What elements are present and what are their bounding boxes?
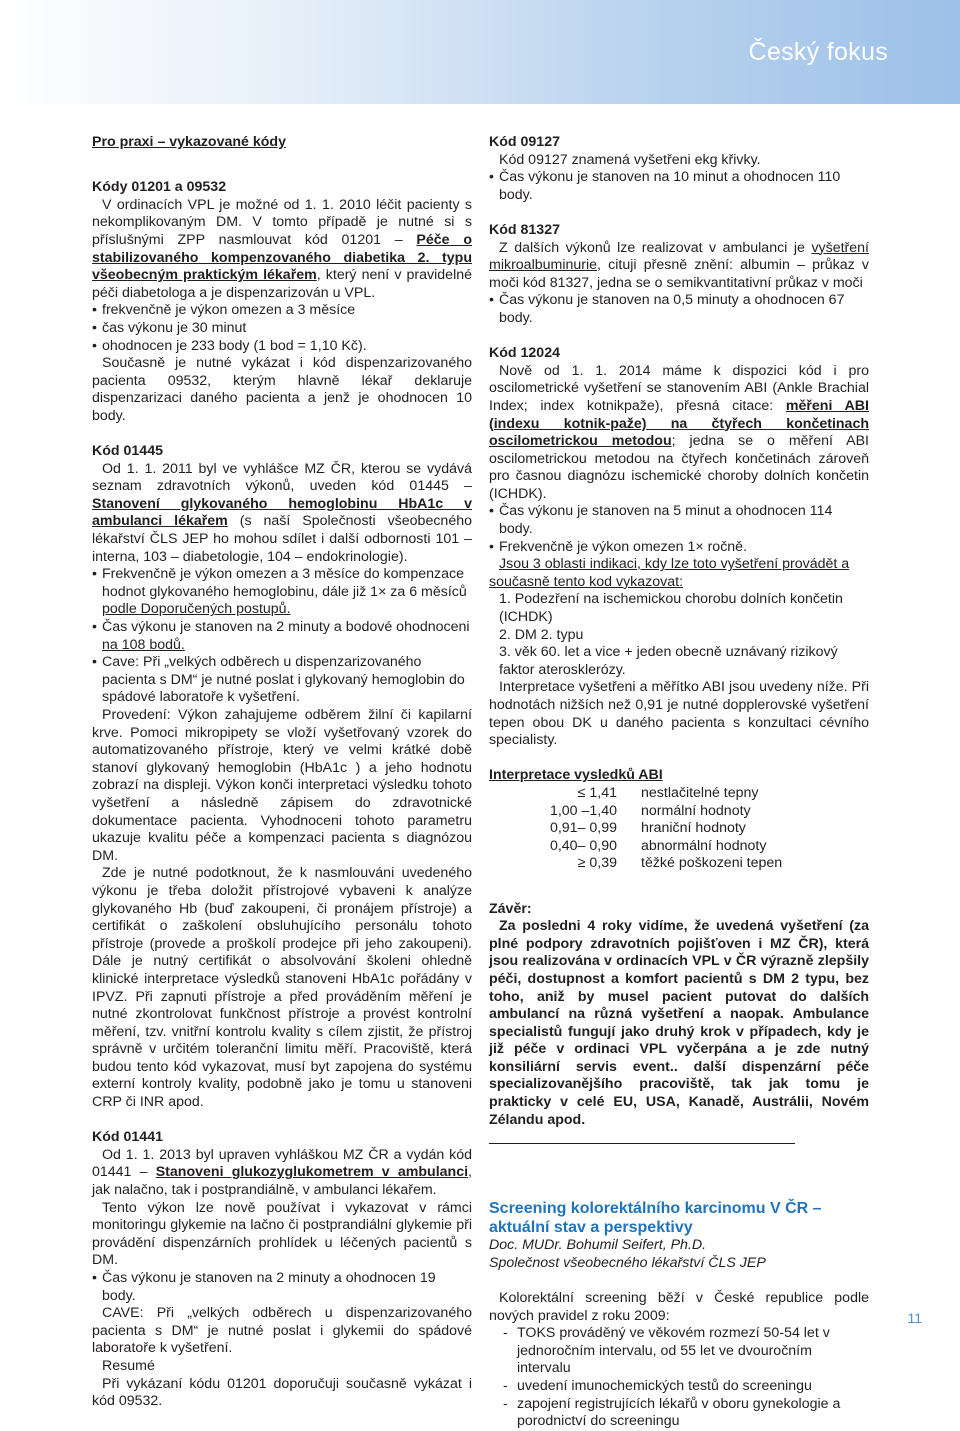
heading-kod-01201: Kódy 01201 a 09532	[92, 179, 227, 196]
left-column	[92, 134, 472, 1411]
meaning-cell: těžké poškozeni tepen	[641, 855, 783, 872]
list-item: • Čas výkonu je stanoven na 2 minuty a ohodnocen 19 body.	[92, 1270, 472, 1305]
paragraph-provedeni: Provedení: Výkon zahajujeme odběrem žilní či kapilarní krve. Pomoci mikropipety se vloží vyšetřovaný vzorek do automatizovaného přístroje, který ve velmi krátké době stanoví glykovaný hemoglobin (HbA1c ) a jeho hodnotu zobrazí na displeji. Výkon konči interpretaci výsledku tohoto vyšetření a následně zápisem do zdravotnické dokumentace pacienta. Vyhodnoceni tohoto parametru ukazuje kvalitu péče a kompenzaci pacienta s diagnózou DM.	[92, 707, 472, 864]
paragraph-01445	[92, 461, 472, 567]
list-item: • frekvenčně je výkon omezen a 3 měsíce	[92, 302, 472, 320]
paragraph-81327	[489, 240, 869, 293]
table-row	[489, 820, 869, 838]
text-span: Od 1. 1. 2011 byl ve vyhlášce MZ ČR, kterou se vydává seznam zdravotních výkonů, uveden kód 01445 –	[92, 460, 472, 495]
paragraph-09532: Současně je nutné vykázat i kód dispenzarizovaného pacienta 09532, kterým hlavně lékař deklaruje dispenzarizaci daného pacienta a jenž je ohodnocen 10 body.	[92, 355, 472, 424]
paragraph-cave: CAVE: Při „velkých odběrech u dispenzarizovaného pacienta s DM“ je nutné poslat i glykemii do spádové laboratoře k vyšetření.	[92, 1305, 472, 1357]
indications-list	[489, 591, 869, 679]
table-row	[489, 785, 869, 803]
bullet-list-01201	[92, 302, 472, 355]
list-item: • Čas výkonu je stanoven na 5 minut a ohodnocen 114 body.	[489, 503, 869, 538]
list-item	[92, 566, 472, 619]
bullet-list-81327	[489, 292, 869, 327]
header-title: Český fokus	[748, 38, 888, 66]
paragraph-01201	[92, 197, 472, 303]
bullet-list-12024	[489, 503, 869, 556]
meaning-cell: nestlačitelné tepny	[641, 784, 759, 801]
text-span: Frekvenčně je výkon omezen a 3 měsíce do kompenzace hodnot glykovaného hemoglobinu, dále již 1× za 6 měsíců	[102, 566, 467, 600]
paragraph-12024	[489, 363, 869, 504]
header-banner	[0, 0, 960, 104]
text-span: Z dalších výkonů lze realizovat v ambulanci je	[499, 239, 805, 256]
heading-kod-01445: Kód 01445	[92, 443, 163, 460]
text-span: podle Doporučených postupů.	[102, 601, 291, 618]
range-cell: ≤ 1,41	[577, 784, 617, 801]
range-cell: ≥ 0,39	[577, 855, 617, 872]
text-span: , cituji přesně znění: albumin – průkaz v moči kód 81327, jedna se o semikvantitativní průkaz v moči	[489, 257, 869, 291]
range-cell: 1,00 –1,40	[549, 802, 617, 819]
list-item: 3. věk 60. let a vice + jeden obecně uznávaný rizikový faktor aterosklerózy.	[499, 644, 838, 678]
text-span: ; jedna se o měření ABI oscilometrickou metodou na čtyřech končetinách zároveň pro časnou diagnózu ischemické choroby dolních končetin (ICHDK).	[489, 433, 869, 502]
list-item: • Cave: Při „velkých odběrech u dispenzarizovaného pacienta s DM“ je nutné poslat i glykovaný hemoglobin do spádové laboratoře k vyšetření.	[92, 654, 472, 707]
list-item: • Čas výkonu je stanoven na 0,5 minuty a ohodnocen 67 body.	[489, 292, 869, 327]
list-item: • ohodnocen je 233 body (1 bod = 1,10 Kč).	[92, 338, 472, 356]
heading-kod-09127: Kód 09127	[489, 134, 560, 150]
list-item: - zapojení registrujících lékařů v oboru gynekologie a porodnictví do screeningu	[489, 1396, 869, 1431]
mikroalbuminurie-term: vyšetření mikroalbuminurie	[489, 239, 869, 274]
heading-kod-81327: Kód 81327	[489, 221, 560, 238]
list-item: • Čas výkonu je stanoven na 10 minut a ohodnocen 110 body.	[489, 169, 869, 204]
resume-text: Při vykázaní kódu 01201 doporučuji současně vykázat i kód 09532.	[92, 1375, 472, 1410]
screening-intro: Kolorektální screening běží v České republice podle nových pravidel z roku 2009:	[489, 1290, 869, 1324]
screening-title: Screening kolorektálního karcinomu V ČR – aktuální stav a perspektivy	[489, 1200, 822, 1236]
meaning-cell: hraniční hodnoty	[641, 820, 746, 837]
paragraph-09127: Kód 09127 znamená vyšetřeni ekg křivky.	[499, 151, 761, 168]
heading-kod-12024: Kód 12024	[489, 345, 560, 362]
article-title: Pro praxi – vykazované kódy	[92, 134, 286, 150]
table-row	[489, 838, 869, 856]
meaning-cell: normální hodnoty	[641, 802, 751, 819]
text-span: (s naší Společnosti všeobecného lékařství ČLS JEP ho mohou sdílet i další odbornosti 101 – interna, 103 – diabetologie, 104 – endokrinologie).	[92, 513, 472, 565]
screening-affiliation: Společnost všeobecného lékařství ČLS JEP	[489, 1254, 766, 1271]
text-span: V ordinacích VPL je možné od 1. 1. 2010 léčit pacienty s nekomplikovaným DM. V tomto případě je nutné si s příslušnými ZPP nasmlouvat kód 01201 –	[92, 196, 472, 248]
text-span: Čas výkonu je stanoven na 2 minuty a bodové ohodnoceni	[102, 619, 470, 636]
list-item: 2. DM 2. typu	[499, 626, 584, 643]
text-span: , který není v pravidelné péči diabetologa a je dispenzarizován u VPL.	[92, 267, 473, 301]
list-item	[92, 619, 472, 654]
list-item: 1. Podezření na ischemickou chorobu dolních končetin (ICHDK)	[499, 591, 843, 626]
list-item: - TOKS prováděný ve věkovém rozmezí 50-54 let v jednoročním intervalu, od 55 let ve dvouročním intervalu	[489, 1325, 869, 1378]
text-span: Nově od 1. 1. 2014 máme k dispozici kód i pro oscilometrické vyšetření se stanovením ABI (Ankle Brachial Index; index kotnikpaže), přesná citace:	[489, 362, 869, 414]
interpretation-heading: Interpretace vysledků ABI	[489, 767, 663, 784]
table-row	[489, 855, 869, 873]
screening-author: Doc. MUDr. Bohumil Seifert, Ph.D.	[489, 1237, 707, 1254]
conclusion-text: Za posledni 4 roky vidíme, že uvedená vyšetření (za plné podpory zdravotních pojišťoven i MZ ČR), která jsou realizována v ordinacích VPL v ČR výrazně zlepšily péči, dostupnost a komfort pacientů s DM 2 typu, bez toho, aniž by musel pacient putovat do dalších ambulancí na různá vyšetření a naopak. Ambulance specialistů fungují jako druhý krok v případech, kdy je již péče v ordinaci VPL vyčerpána a je zde nutný konsiliární servis event.. další dispenzární péče specializovanějšího pracoviště, tak jak tomu je prakticky v celé EU, USA, Kanadě, Austrálii, Novém Zélandu apod.	[489, 918, 869, 1128]
list-item: • Frekvenčně je výkon omezen 1× ročně.	[489, 539, 869, 557]
text-span: Od 1. 1. 2013 byl upraven vyhláškou MZ ČR a vydán kód 01441 –	[92, 1146, 472, 1181]
abi-table	[489, 785, 869, 873]
resume-heading: Resumé	[102, 1357, 155, 1374]
meaning-cell: abnormální hodnoty	[641, 837, 767, 854]
bullet-list-01445	[92, 566, 472, 707]
heading-kod-01441: Kód 01441	[92, 1129, 163, 1146]
page-number: 11	[907, 1310, 922, 1326]
indications-title: Jsou 3 oblasti indikaci, kdy lze toto vyšetření provádět a současně tento kod vykazovat:	[489, 556, 850, 590]
list-item: - uvedení imunochemických testů do screeningu	[489, 1378, 869, 1396]
list-item: • čas výkonu je 30 minut	[92, 320, 472, 338]
paragraph-01441-usage: Tento výkon lze nově používat i vykazovat v rámci monitoringu glykemie na lačno či postprandiální glykemie při provádění dispenzárních prohlídek u léčených pacientů s DM.	[92, 1199, 472, 1269]
paragraph-certifikace: Zde je nutné podotknout, že k nasmlouváni uvedeného výkonu je třeba doložit přístrojové vybaveni k analýze glykovaného Hb (buď zakoupeni, či pronájem přístroje) a certifikát o zaškolení obsluhujícího personálu tohoto přístroje (provede a proškolí prodejce při jeho zakoupeni). Dále je nutný certifikát o absolvování školeni ohledně klinické interpretace výsledků stanoveni HbA1c pořádány v IPVZ. Při zapnuti přístroje a před prováděním měření je nutné zkontrolovat funkčnost přístroje a provést kontrolní měření, tzv. vnitřní kontrolu kvality s cílem zjistit, že přístroj správně v určitém toleranční limitu měří. Pracoviště, která budou tento kód vykazovat, musí byt zapojena do systému externí kontroly kvality, podobně jako je tomu u stanoveni CRP či INR apod.	[92, 865, 472, 1111]
conclusion-heading: Závěr:	[489, 900, 532, 917]
code-01445-name: Stanovení glykovaného hemoglobinu HbA1c v ambulanci lékařem	[92, 495, 472, 530]
text-span: , jak nalačno, tak i postprandiálně, v ambulanci lékařem.	[92, 1164, 472, 1199]
bullet-list-09127	[489, 169, 869, 204]
range-cell: 0,40– 0,90	[549, 837, 617, 854]
paragraph-interpretace: Interpretace vyšetřeni a měřítko ABI jsou uvedeny níže. Při hodnotách nižších než 0,91 je nutné dopplerovské vyšetření tepen obou DK u daného pacienta s konzultaci cévního specialisty.	[489, 679, 869, 749]
code-01441-name: Stanoveni glukozyglukometrem v ambulanci	[155, 1164, 469, 1181]
abi-term: měřeni ABI (indexu kotnik-paže) na čtyřech končetinach oscilometrickou metodou	[489, 397, 869, 450]
range-cell: 0,91– 0,99	[549, 820, 617, 837]
code-01201-name: Péče o stabilizovaného kompenzovaného diabetika 2. typu všeobecným praktickým lékařem	[92, 231, 472, 284]
paragraph-01441	[92, 1147, 472, 1200]
right-column	[489, 134, 869, 1431]
table-row	[489, 803, 869, 821]
text-span: na 108 bodů.	[102, 636, 185, 653]
bullet-list-01441	[92, 1270, 472, 1305]
screening-list	[489, 1325, 869, 1431]
